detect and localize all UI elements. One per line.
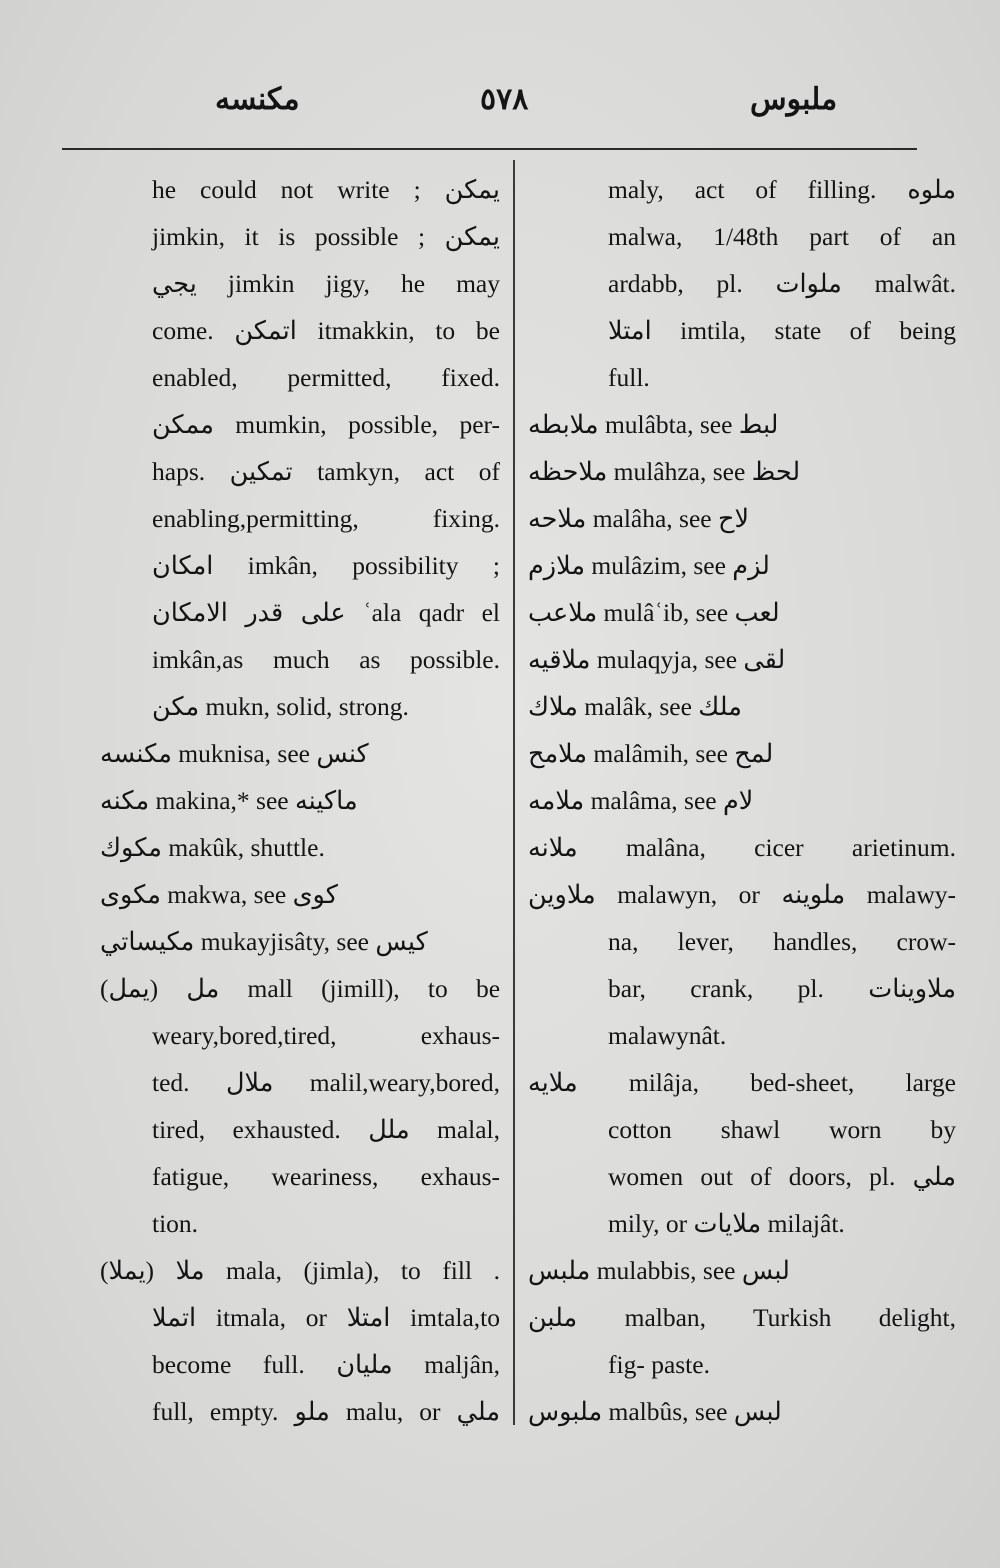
text-line: ملانه malâna, cicer arietinum. [528, 833, 956, 862]
text-line: مل (يمل) mall (jimill), to be [100, 974, 500, 1003]
text-line: ملاوين malawyn, or ملوينه malawy- [528, 880, 956, 909]
text-line: ملاحظه mulâhza, see لحظ [528, 457, 801, 486]
text-line: يجي jimkin jigy, he may [152, 269, 500, 298]
text-line: امتلا imtila, state of being [608, 316, 956, 345]
text-line: cotton shawl worn by [608, 1115, 956, 1144]
text-line: ملامه malâma, see لام [528, 786, 754, 815]
text-line: ملازم mulâzim, see لزم [528, 551, 770, 580]
text-line: مكيساتي mukayjisâty, see كيس [100, 927, 428, 956]
text-line: على قدر الامكان ʿala qadr el [152, 598, 500, 627]
text-line: ممكن mumkin, possible, per- [152, 410, 500, 439]
text-line: مكنسه muknisa, see كنس [100, 739, 369, 768]
text-line: women out of doors, pl. ملي [608, 1162, 956, 1191]
text-line: jimkin, it is possible ; يمكن [152, 222, 500, 251]
text-line: haps. تمكين tamkyn, act of [152, 457, 500, 486]
text-line: weary,bored,tired, exhaus- [152, 1021, 500, 1050]
text-line: اتملا itmala, or امتلا imtala,to [152, 1303, 500, 1332]
text-line: maly, act of filling. ملوه [608, 175, 956, 204]
text-line: ملبوس malbûs, see لبس [528, 1397, 782, 1426]
text-line: ardabb, pl. ملوات malwât. [608, 269, 956, 298]
text-line: mily, or ملايات milajât. [608, 1209, 845, 1238]
text-line: fatigue, weariness, exhaus- [152, 1162, 500, 1191]
text-line: ملاك malâk, see ملك [528, 692, 742, 721]
text-line: bar, crank, pl. ملاوينات [608, 974, 956, 1003]
text-line: ملايه milâja, bed-sheet, large [528, 1068, 956, 1097]
text-line: ملاحه malâha, see لاح [528, 504, 750, 533]
text-line: malwa, 1/48th part of an [608, 222, 956, 251]
text-line: full, empty. ملو malu, or ملي [152, 1397, 500, 1426]
left-column [100, 166, 500, 1435]
text-line: imkân,as much as possible. [152, 645, 500, 674]
text-line: fig- paste. [608, 1350, 710, 1379]
header-guide-word-left: مكنسه [215, 82, 300, 117]
text-line: enabled, permitted, fixed. [152, 363, 500, 392]
text-line: مكوك makûk, shuttle. [100, 833, 325, 862]
text-line: ملاقيه mulaqyja, see لقى [528, 645, 786, 674]
text-line: ملاعب mulâʿib, see لعب [528, 598, 780, 627]
column-divider [513, 160, 515, 1425]
header-guide-word-right: ملبوس [750, 82, 838, 117]
page-number: ٥٧٨ [480, 82, 529, 117]
text-line: مكنه makina,* see ماكينه [100, 786, 358, 815]
text-line: he could not write ; يمكن [152, 175, 500, 204]
text-line: مكوى makwa, see كوى [100, 880, 338, 909]
text-line: امكان imkân, possibility ; [152, 551, 500, 580]
header-rule [62, 148, 917, 150]
text-line: na, lever, handles, crow- [608, 927, 956, 956]
text-line: ملا (يملا) mala, (jimla), to fill . [100, 1256, 500, 1285]
text-line: مكن mukn, solid, strong. [152, 692, 409, 721]
text-line: tired, exhausted. ملل malal, [152, 1115, 500, 1144]
text-line: ted. ملال malil,weary,bored, [152, 1068, 500, 1097]
right-column [528, 166, 956, 1435]
text-line: tion. [152, 1209, 199, 1238]
text-line: ملبس mulabbis, see لبس [528, 1256, 790, 1285]
text-line: enabling,permitting, fixing. [152, 504, 500, 533]
text-line: ملابطه mulâbta, see لبط [528, 410, 779, 439]
text-line: come. اتمكن itmakkin, to be [152, 316, 500, 345]
text-line: malawynât. [608, 1021, 727, 1050]
text-line: full. [608, 363, 650, 392]
text-line: ملبن malban, Turkish delight, [528, 1303, 956, 1332]
page-header [60, 82, 920, 132]
text-line: become full. مليان maljân, [152, 1350, 500, 1379]
text-line: ملامح malâmih, see لمح [528, 739, 774, 768]
